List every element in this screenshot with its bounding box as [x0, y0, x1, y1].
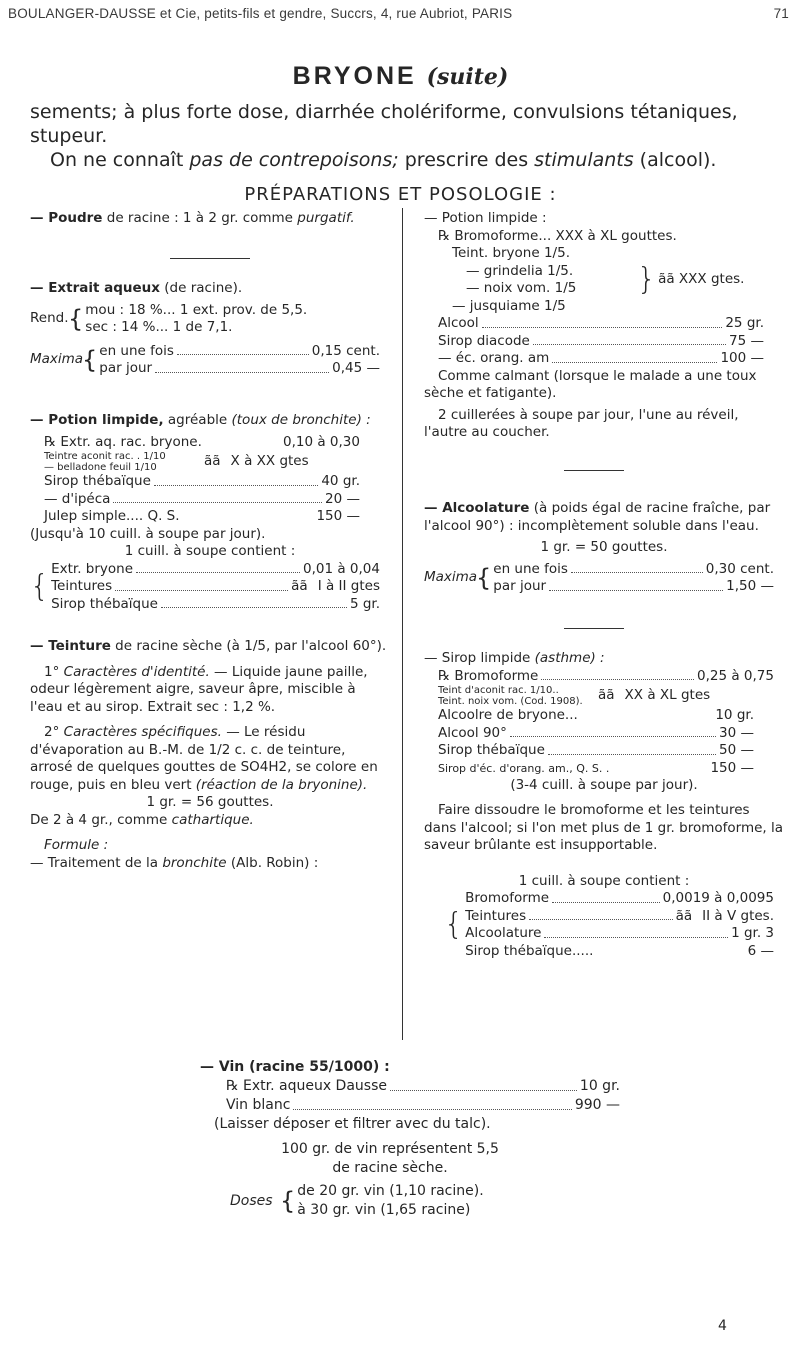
- intro-em: stimulants: [534, 149, 634, 171]
- vin-repr: de racine sèche.: [332, 1160, 448, 1176]
- tincture-group: [44, 451, 360, 473]
- intro-text: prescrire des: [398, 149, 535, 171]
- cuill-name: Extr. bryone: [51, 560, 134, 577]
- ingredient-name: Alcool 90°: [438, 724, 507, 741]
- ingredient-qty: 75 —: [729, 332, 764, 349]
- sirop-label: — Sirop limpide: [424, 650, 535, 666]
- intro-line-2: [30, 148, 770, 172]
- separator: [170, 258, 250, 259]
- section-heading: PRÉPARATIONS ET POSOLOGIE :: [244, 184, 557, 205]
- maxima-row: par jour: [99, 360, 153, 376]
- tincture-aa: ãã: [598, 687, 615, 704]
- alcoolature-label: — Alcoolature: [424, 500, 530, 516]
- ingredient-row: [438, 315, 764, 333]
- brace-icon: {: [444, 907, 464, 942]
- intro-em: pas de contrepoisons;: [189, 149, 399, 171]
- ingredient-row: [438, 707, 754, 725]
- teint-line: — noix vom. 1/5: [466, 280, 577, 296]
- maxima-label: Maxima: [424, 569, 478, 586]
- traitement-text: — Traitement de la: [30, 854, 163, 871]
- vin-note: (Laisser déposer et filtrer avec du talc).: [214, 1116, 491, 1132]
- ingredient-row: [226, 1077, 620, 1096]
- sirop-note: (3-4 cuill. à soupe par jour).: [510, 776, 698, 793]
- caracteres-specifiques: [30, 724, 390, 794]
- rend-row: 1 de 7,1.: [172, 319, 233, 335]
- maxima-row: en une fois: [493, 560, 568, 577]
- potion-em: (toux de bronchite) :: [231, 412, 371, 428]
- ingredient-name: Sirop diacode: [438, 332, 530, 349]
- ingredient-name: Sirop thébaïque: [44, 473, 151, 489]
- tincture-qty: XX à XL gtes: [624, 687, 711, 704]
- cuill-qty: 1 gr. 3: [731, 925, 774, 941]
- ingredient-row: [226, 1096, 620, 1115]
- rend-group: [30, 302, 390, 337]
- traitement-line: [30, 855, 390, 873]
- maxima-row: par jour: [493, 578, 547, 594]
- cuill-qty: 0,0019 à 0,0095: [662, 890, 774, 906]
- potion-entry: [30, 412, 390, 613]
- intro-paragraph: [30, 100, 770, 172]
- maxima-label: Maxima: [30, 351, 84, 368]
- car-text: — Le résidu d'évaporation au B.-M. de 1/2 c. c. de teinture, arrosé de quelques gouttes de SO4H2, se colore en rouge, puis en bleu vert: [30, 724, 378, 793]
- ingredient-row: [438, 725, 754, 743]
- rend-row: 1 ext. prov. de 5,5.: [179, 301, 308, 318]
- alcoolature-entry: [424, 500, 784, 596]
- ingredient-name: Alcool: [438, 315, 479, 331]
- maxima-row: en une fois: [99, 342, 174, 359]
- doses-group: [200, 1182, 680, 1220]
- car-num: 1°: [44, 663, 64, 680]
- poudre-text: de racine : 1 à 2 gr. comme: [102, 210, 298, 226]
- ingredient-qty: 20 —: [325, 490, 360, 507]
- ingredient-row: [438, 333, 764, 351]
- cuill-qty: II à V gtes.: [702, 907, 774, 924]
- vin-repr: 100 gr. de vin représentent 5,5: [281, 1141, 499, 1157]
- brace-icon: }: [637, 262, 657, 297]
- potion-note: (Jusqu'à 10 cuill. à soupe par jour).: [30, 525, 266, 542]
- tincture-line: Teint. noix vom. (Cod. 1908).: [438, 696, 583, 707]
- separator: [564, 470, 624, 471]
- ingredient-row: [44, 434, 360, 452]
- ingredient-name: Sirop d'éc. d'orang. am., Q. S. .: [438, 761, 610, 775]
- doses-row: à 30 gr. vin (1,65 racine): [297, 1202, 471, 1218]
- running-head: [8, 6, 793, 21]
- ingredient-qty: 30 —: [719, 724, 754, 741]
- ingredient-name: ℞ Extr. aqueux Dausse: [226, 1078, 387, 1094]
- ingredient-row: [44, 508, 360, 526]
- running-head-text: BOULANGER-DAUSSE et Cie, petits-fils et gendre, Succrs, 4, rue Aubriot, PARIS: [8, 6, 513, 21]
- maxima-value: 1,50 —: [726, 578, 774, 594]
- potion-note: 1 cuill. à soupe contient :: [124, 543, 296, 559]
- cuill-name: Teintures: [465, 907, 527, 924]
- cuill-name: Teintures: [51, 578, 113, 594]
- sirop-em: (asthme) :: [534, 650, 605, 666]
- cuill-name: Alcoolature: [465, 925, 542, 941]
- ingredient-row: ℞ Bromoforme... XXX à XL gouttes.: [438, 227, 677, 244]
- teint-line: Teint. bryone 1/5.: [452, 245, 570, 261]
- tincture-line: Teint d'aconit rac. 1/10..: [438, 685, 559, 696]
- caracteres-identite: [30, 664, 390, 717]
- ingredient-name: Sirop thébaïque: [438, 742, 545, 758]
- ingredient-qty: 150 —: [316, 508, 360, 524]
- ingredient-qty: 10 gr.: [579, 1078, 620, 1094]
- car-em: (réaction de la bryonine).: [195, 776, 368, 793]
- potion-limpide-label: — Potion limpide :: [424, 210, 547, 226]
- ingredient-qty: 40 gr.: [321, 473, 360, 489]
- tincture-line: — belladone feuil 1/10: [44, 462, 157, 473]
- potion-label: — Potion limpide,: [30, 412, 164, 428]
- rend-row: sec : 14 %...: [85, 319, 169, 335]
- vin-title: [200, 1058, 680, 1077]
- dose-text: De 2 à 4 gr., comme: [30, 811, 172, 828]
- ingredient-name: Vin blanc: [226, 1097, 291, 1113]
- maxima-value: 0,45 —: [332, 360, 380, 376]
- doses-label: Doses: [230, 1192, 273, 1209]
- ingredient-row: [438, 668, 774, 686]
- cuill-qty: 5 gr.: [349, 595, 380, 612]
- rend-row: mou : 18 %...: [85, 301, 176, 318]
- brace-icon: {: [68, 305, 84, 333]
- cuill-name: Sirop thébaïque: [51, 595, 158, 612]
- page-title: [0, 62, 801, 91]
- ingredient-qty: 0,10 à 0,30: [283, 433, 360, 450]
- ingredient-name: — d'ipéca: [44, 490, 111, 507]
- ingredient-qty: 150 —: [710, 759, 754, 776]
- ingredient-qty: 0,25 à 0,75: [697, 667, 774, 684]
- column-divider: [402, 208, 403, 1040]
- extrait-label: — Extrait aqueux: [30, 280, 160, 296]
- gouttes-line: 1 gr. = 56 gouttes.: [146, 794, 274, 810]
- potion-text: agréable: [163, 412, 232, 428]
- intro-text: (alcool).: [633, 149, 717, 171]
- separator: [564, 628, 624, 629]
- vin-title-text: — Vin (racine 55/1000) :: [200, 1059, 390, 1075]
- calmant-note: Comme calmant (lorsque le malade a une toux sèche et fatigante).: [424, 367, 757, 401]
- car-em: Caractères spécifiques.: [63, 724, 222, 740]
- maxima-group: [30, 343, 390, 378]
- tincture-line: Teintre aconit rac. . 1/10: [44, 451, 166, 462]
- traitement-text: (Alb. Robin) :: [226, 854, 319, 871]
- ingredient-qty: 990 —: [574, 1097, 620, 1113]
- formule-label: Formule :: [44, 837, 109, 853]
- brace-icon: {: [82, 346, 98, 374]
- cuill-name: Sirop thébaïque.....: [465, 942, 594, 959]
- rend-label: Rend.: [30, 310, 69, 327]
- alcoolature-text: (à poids égal de racine fraîche, par l'alcool 90°) : incomplètement soluble dans l'eau.: [424, 500, 771, 534]
- title-suffix: (suite): [426, 64, 509, 90]
- cuill-aa: ãã: [675, 907, 693, 924]
- poudre-entry: [30, 210, 390, 228]
- ingredient-name: ℞ Extr. aq. rac. bryone.: [44, 433, 202, 450]
- dose-em: cathartique.: [171, 811, 254, 828]
- footer-page-number: 4: [718, 1318, 727, 1334]
- ingredient-qty: 10 gr.: [715, 707, 754, 723]
- extrait-text: (de racine).: [160, 280, 243, 296]
- vin-section: [200, 1058, 680, 1220]
- cuill-qty: 6 —: [747, 942, 774, 959]
- sirop-entry: [424, 650, 784, 960]
- car-text: — Liquide jaune paille, odeur légèrement aigre, saveur âpre, miscible à l'eau et au sirop. Extrait sec : 1,2 %.: [30, 663, 368, 715]
- brace-icon: {: [280, 1187, 296, 1215]
- car-em: Caractères d'identité.: [63, 663, 210, 680]
- ingredient-name: — éc. orang. am: [438, 350, 550, 366]
- teint-line: — jusquiame 1/5: [452, 297, 566, 314]
- teint-line: — grindelia 1/5.: [466, 262, 574, 279]
- doses-row: de 20 gr. vin (1,10 racine).: [297, 1183, 484, 1199]
- cuill-group: [424, 890, 784, 960]
- ingredient-row: [438, 350, 764, 368]
- cuill-aa: ãã: [291, 578, 308, 594]
- ingredient-row: [44, 473, 360, 491]
- teinture-label: — Teinture: [30, 638, 111, 654]
- traitement-em: bronchite: [162, 854, 227, 871]
- car-num: 2°: [44, 724, 64, 740]
- cuill-qty: 0,01 à 0,04: [303, 560, 380, 577]
- maxima-group: [424, 561, 784, 596]
- title-main: BRYONE: [292, 62, 417, 90]
- intro-text: On ne connaît: [50, 149, 190, 171]
- ingredient-qty: 25 gr.: [725, 315, 764, 331]
- brace-icon: {: [476, 564, 492, 592]
- ingredient-row: [438, 760, 754, 777]
- ingredient-name: Alcoolre de bryone...: [438, 707, 578, 723]
- ingredient-row: [44, 491, 360, 509]
- ingredient-name: ℞ Bromoforme: [438, 667, 539, 684]
- teint-group: [438, 245, 784, 315]
- dose-line: [30, 812, 390, 830]
- extrait-entry: [30, 280, 390, 378]
- running-head-page: 71: [773, 6, 789, 21]
- cuill-name: Bromoforme: [465, 890, 550, 906]
- tincture-group: [438, 685, 774, 707]
- ingredient-qty: 100 —: [720, 350, 764, 366]
- maxima-value: 0,15 cent.: [311, 342, 380, 359]
- intro-line-1: sements; à plus forte dose, diarrhée cholériforme, convulsions tétaniques, stupeur.: [30, 101, 738, 147]
- teinture-text: de racine sèche (à 1/5, par l'alcool 60°).: [110, 638, 387, 654]
- cuillerees-note: 2 cuillerées à soupe par jour, l'une au réveil, l'autre au coucher.: [424, 406, 739, 440]
- ingredient-name: Julep simple.... Q. S.: [44, 508, 180, 524]
- cuill-note: 1 cuill. à soupe contient :: [518, 872, 690, 889]
- teint-aa: ãã XXX gtes.: [658, 271, 745, 288]
- faire-note: Faire dissoudre le bromoforme et les teintures dans l'alcool; si l'on met plus de 1 gr. bromoforme, la saveur brûlante est insupportable.: [424, 802, 784, 853]
- cuill-qty: I à II gtes: [317, 578, 380, 594]
- gouttes-line: 1 gr. = 50 gouttes.: [540, 539, 668, 555]
- teinture-entry: [30, 638, 390, 872]
- cuill-group: [30, 561, 390, 614]
- brace-icon: {: [30, 568, 50, 604]
- potion-limpide-entry: [424, 210, 784, 442]
- ingredient-qty: 50 —: [719, 742, 754, 758]
- poudre-em: purgatif.: [297, 210, 355, 226]
- ingredient-row: [438, 742, 754, 760]
- poudre-label: — Poudre: [30, 210, 103, 226]
- maxima-value: 0,30 cent.: [705, 560, 774, 577]
- tincture-qty: X à XX gtes: [230, 453, 309, 470]
- tincture-aa: ãã: [204, 453, 221, 470]
